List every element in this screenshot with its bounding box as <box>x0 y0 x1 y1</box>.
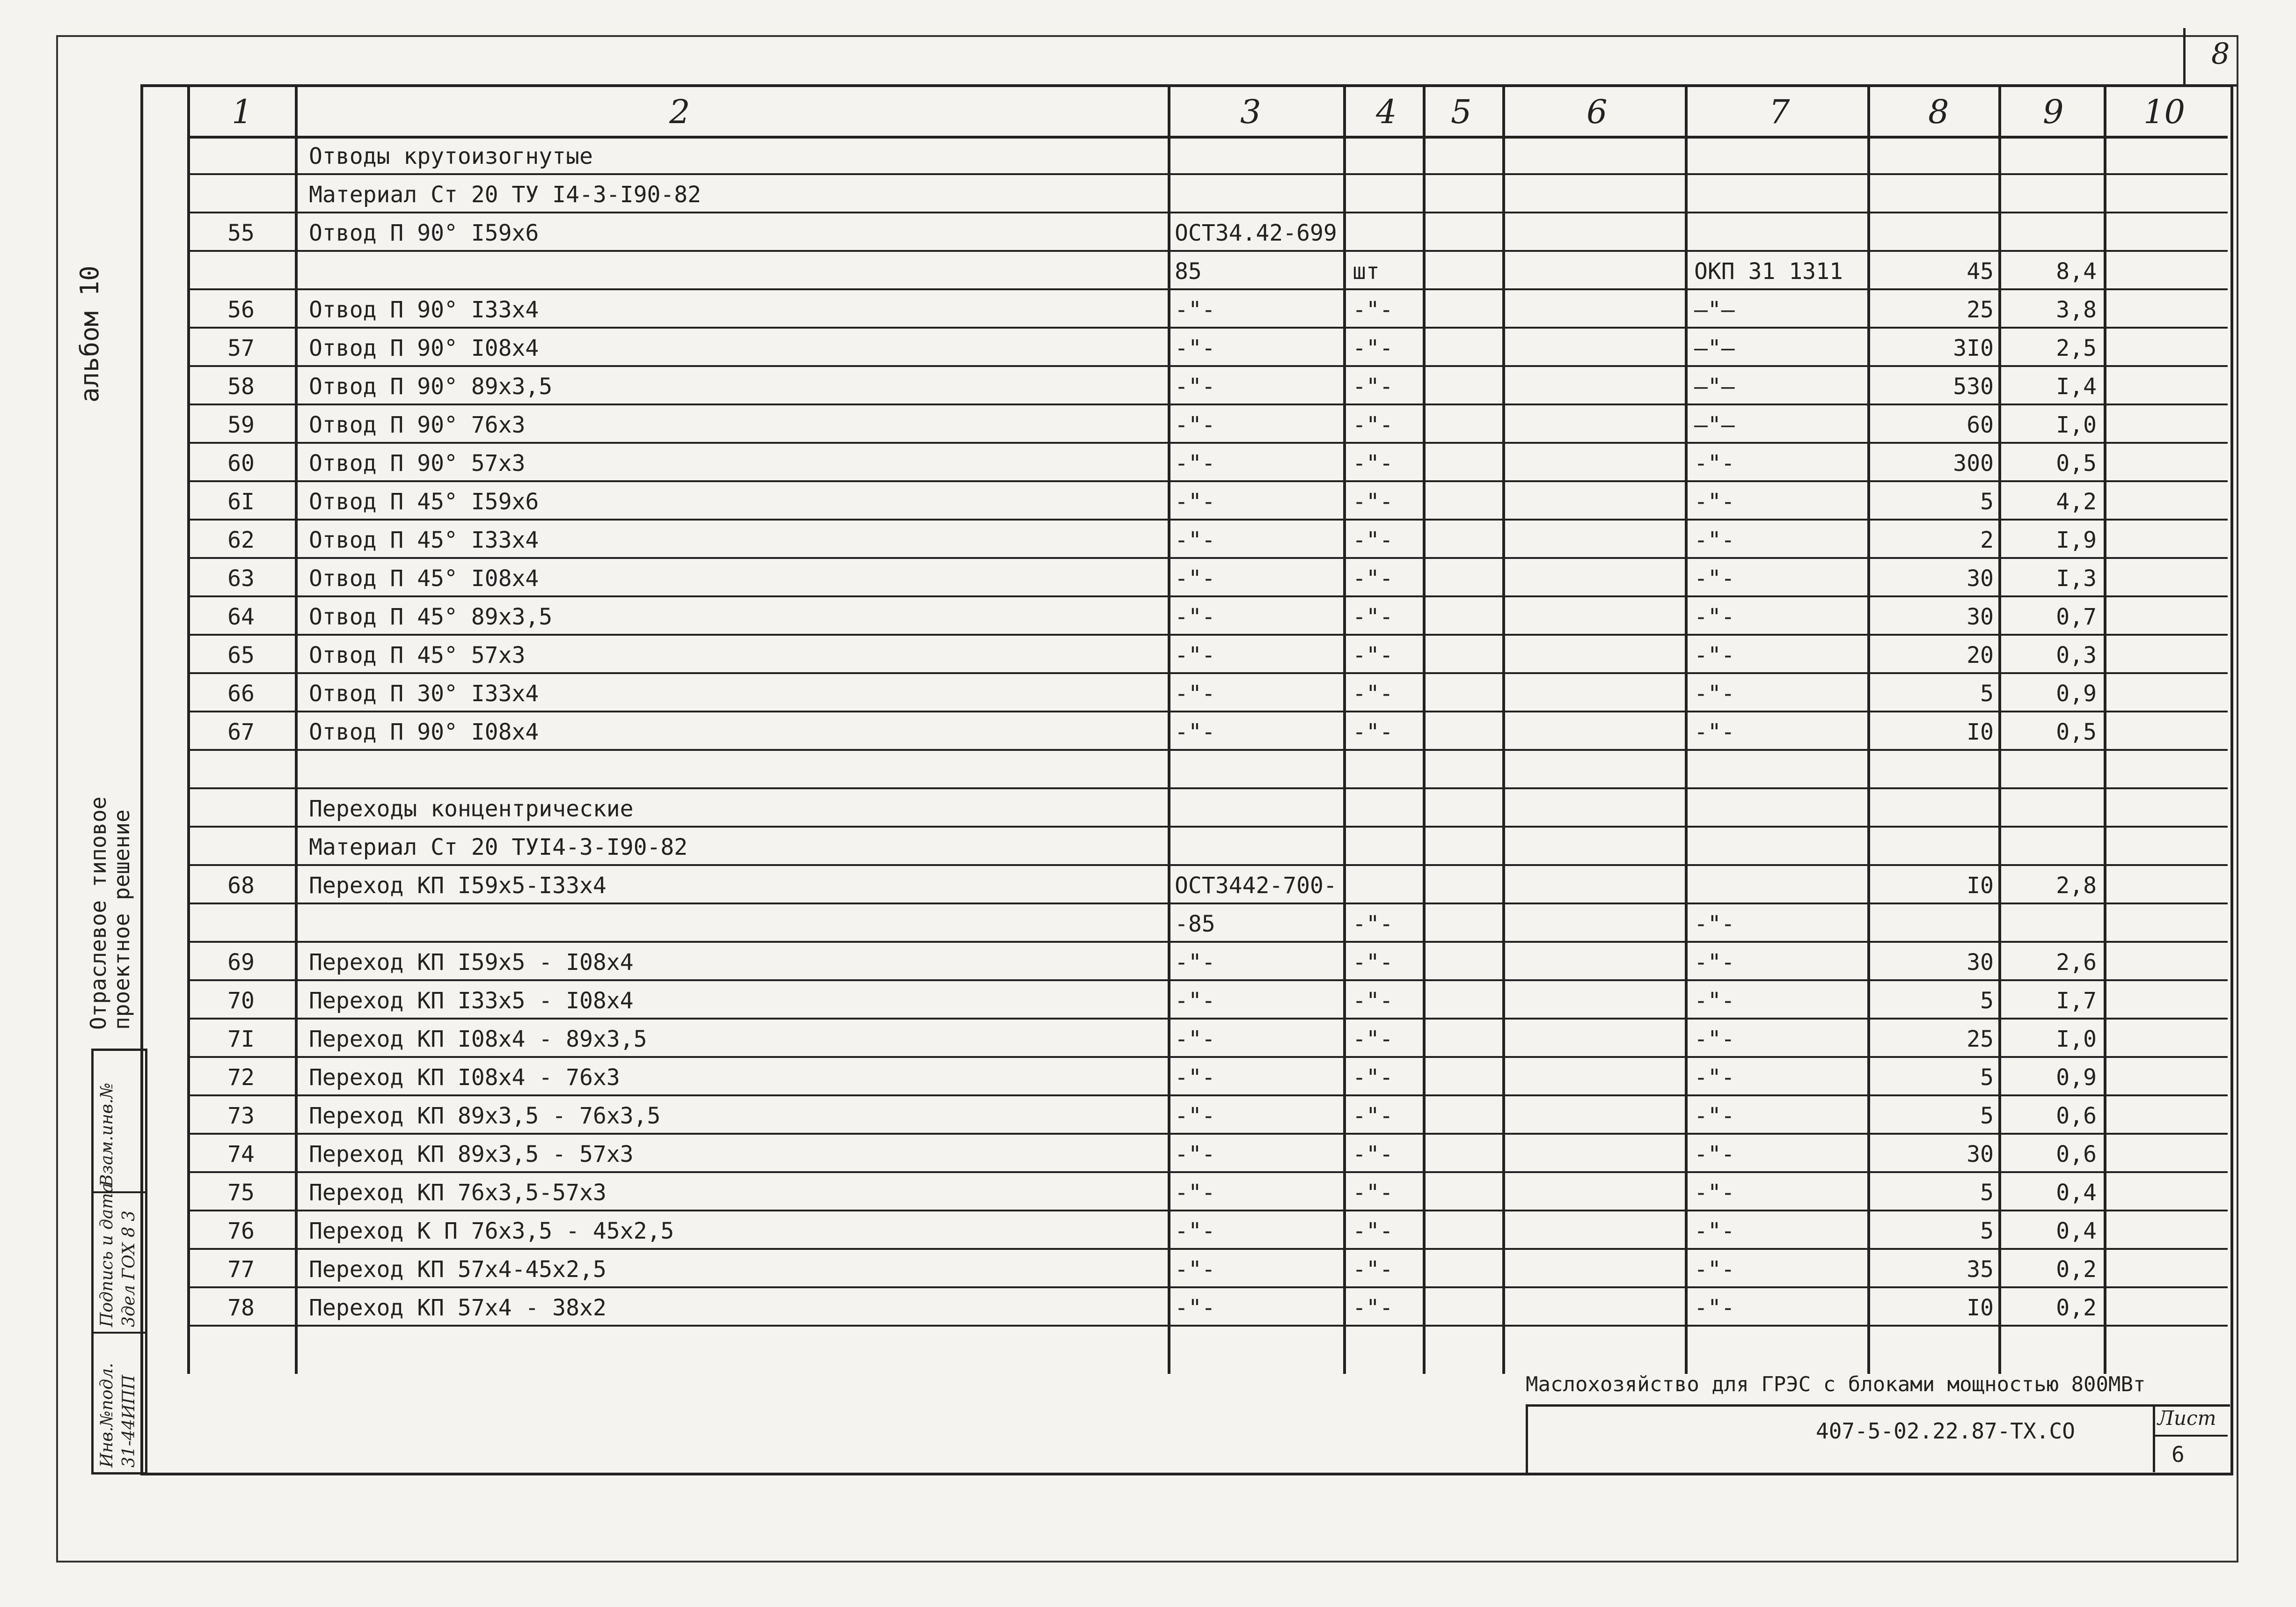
cell-c10: 2,8 <box>2056 873 2097 899</box>
project-title-line-2: проектное решение <box>109 809 134 1030</box>
cell-c10: I,3 <box>2056 565 2097 592</box>
cell-c10: 0,6 <box>2056 1103 2097 1129</box>
col-line <box>1502 84 1505 1374</box>
col-line <box>2104 84 2106 1374</box>
cell-c3: -"- <box>1175 374 1215 400</box>
cell-c3: -"- <box>1175 988 1215 1014</box>
cell-num: 77 <box>227 1256 255 1283</box>
row-divider <box>187 365 2228 367</box>
cell-name: Материал Ст 20 ТУ I4-3-I90-82 <box>309 182 702 208</box>
cell-num: 65 <box>227 642 255 668</box>
cell-c9: 30 <box>1967 565 1994 592</box>
cell-c7: -"- <box>1694 1103 1735 1129</box>
cell-c3: -"- <box>1175 565 1215 592</box>
cell-c3: -"- <box>1175 681 1215 707</box>
footer-title: Маслохозяйство для ГРЭС с блоками мощностью 800МВт <box>1526 1372 2146 1396</box>
cell-name: Переход КП I33x5 - I08x4 <box>309 988 634 1014</box>
cell-num: 58 <box>227 374 255 400</box>
cell-c4: -"- <box>1353 1218 1393 1244</box>
cell-c4: -"- <box>1353 1103 1393 1129</box>
header-col-8: 8 <box>1928 93 1949 131</box>
cell-c7: -"- <box>1694 1026 1735 1052</box>
cell-name: Отводы крутоизогнутые <box>309 143 593 169</box>
cell-c4: -"- <box>1353 527 1393 553</box>
row-divider <box>187 826 2228 828</box>
cell-c4: -"- <box>1353 1180 1393 1206</box>
cell-name: Отвод П 45° I59x6 <box>309 489 539 515</box>
cell-c4: -"- <box>1353 374 1393 400</box>
cell-name: Материал Ст 20 ТУI4-3-I90-82 <box>309 834 688 860</box>
cell-num: 63 <box>227 565 255 592</box>
cell-c10: 0,9 <box>2056 681 2097 707</box>
row-divider <box>187 1133 2228 1135</box>
row-divider <box>187 903 2228 904</box>
cell-c3: -"- <box>1175 949 1215 976</box>
header-col-10: 10 <box>2143 93 2186 131</box>
cell-c3: -"- <box>1175 450 1215 477</box>
cell-c9: 25 <box>1967 297 1994 323</box>
cell-name: Отвод П 45° 89x3,5 <box>309 604 553 630</box>
row-divider <box>187 442 2228 444</box>
cell-c10: 3,8 <box>2056 297 2097 323</box>
cell-c9: 30 <box>1967 1141 1994 1167</box>
header-col-4: 4 <box>1376 93 1397 131</box>
cell-name: Отвод П 90° I33x4 <box>309 297 539 323</box>
cell-num: 72 <box>227 1064 255 1091</box>
row-divider <box>187 288 2228 290</box>
header-col-1: 1 <box>232 93 253 131</box>
cell-c7: -"- <box>1694 1218 1735 1244</box>
cell-name: Отвод П 45° 57x3 <box>309 642 526 668</box>
document-code: 407-5-02.22.87-ТХ.СО <box>1816 1418 2075 1444</box>
cell-c10: I,7 <box>2056 988 2097 1014</box>
header-row <box>187 84 2228 139</box>
cell-name: Переход КП I08x4 - 89x3,5 <box>309 1026 647 1052</box>
cell-name: Отвод П 90° I59x6 <box>309 220 539 246</box>
cell-c9: 5 <box>1980 489 1994 515</box>
cell-num: 66 <box>227 681 255 707</box>
cell-c10: 2,6 <box>2056 949 2097 976</box>
row-divider <box>187 941 2228 943</box>
row-divider <box>187 979 2228 981</box>
cell-c9: I0 <box>1967 719 1994 745</box>
row-divider <box>187 212 2228 213</box>
cell-c4: -"- <box>1353 335 1393 361</box>
sheet-number: 6 <box>2172 1442 2185 1467</box>
cell-c9: 5 <box>1980 681 1994 707</box>
cell-c7: -"- <box>1694 1295 1735 1321</box>
cell-num: 56 <box>227 297 255 323</box>
cell-c10: 0,4 <box>2056 1180 2097 1206</box>
cell-c10: 4,2 <box>2056 489 2097 515</box>
stamp-grid <box>91 1049 147 1475</box>
cell-c3: -"- <box>1175 719 1215 745</box>
cell-c10: 0,3 <box>2056 642 2097 668</box>
row-divider <box>187 327 2228 329</box>
cell-c7: -"- <box>1694 911 1735 937</box>
cell-c10: 0,5 <box>2056 719 2097 745</box>
cell-c7: —"— <box>1694 297 1735 323</box>
cell-c10: 8,4 <box>2056 258 2097 285</box>
cell-c3: -85 <box>1175 911 1215 937</box>
row-divider <box>187 519 2228 521</box>
stamp-divider <box>94 1332 145 1334</box>
cell-num: 62 <box>227 527 255 553</box>
cell-c3: -"- <box>1175 1103 1215 1129</box>
row-divider <box>187 250 2228 252</box>
cell-name: Переходы концентрические <box>309 796 634 822</box>
row-divider <box>187 749 2228 751</box>
album-label: альбом 10 <box>75 265 104 403</box>
row-divider <box>187 173 2228 175</box>
cell-c7: —"— <box>1694 374 1735 400</box>
cell-c10: I,0 <box>2056 1026 2097 1052</box>
cell-name: Отвод П 90° 76x3 <box>309 412 526 438</box>
cell-c3: -"- <box>1175 1180 1215 1206</box>
cell-c9: 5 <box>1980 988 1994 1014</box>
cell-name: Отвод П 30° I33x4 <box>309 681 539 707</box>
cell-c7: -"- <box>1694 1141 1735 1167</box>
cell-num: 67 <box>227 719 255 745</box>
cell-c3: -"- <box>1175 489 1215 515</box>
cell-c10: 0,5 <box>2056 450 2097 477</box>
cell-num: 68 <box>227 873 255 899</box>
cell-c9: 30 <box>1967 949 1994 976</box>
row-divider <box>187 787 2228 789</box>
cell-c9: 300 <box>1953 450 1994 477</box>
row-divider <box>187 1210 2228 1211</box>
page-number: 8 <box>2211 37 2230 71</box>
col-line <box>1867 84 1870 1374</box>
col-line <box>1998 84 2001 1374</box>
cell-name: Переход КП I59x5-I33x4 <box>309 873 607 899</box>
sheet-box-divider <box>2153 1435 2228 1437</box>
row-divider <box>187 595 2228 597</box>
cell-c9: 3I0 <box>1953 335 1994 361</box>
cell-name: Переход КП I59x5 - I08x4 <box>309 949 634 976</box>
row-divider <box>187 404 2228 405</box>
project-title-line-1: Отраслевое типовое <box>86 796 111 1030</box>
cell-c7: —"— <box>1694 412 1735 438</box>
row-divider <box>187 1248 2228 1250</box>
cell-num: 73 <box>227 1103 255 1129</box>
cell-c4: -"- <box>1353 450 1393 477</box>
cell-name: Отвод П 90° 89x3,5 <box>309 374 553 400</box>
cell-c4: -"- <box>1353 412 1393 438</box>
header-col-3: 3 <box>1240 93 1261 131</box>
cell-c3: -"- <box>1175 1218 1215 1244</box>
cell-c3: -"- <box>1175 1026 1215 1052</box>
cell-c3: -"- <box>1175 297 1215 323</box>
cell-num: 60 <box>227 450 255 477</box>
cell-c7: -"- <box>1694 565 1735 592</box>
cell-num: 64 <box>227 604 255 630</box>
stamp-inv-value: 31-44ИПП <box>119 1375 139 1468</box>
cell-c9: 45 <box>1967 258 1994 285</box>
cell-c4: -"- <box>1353 1141 1393 1167</box>
cell-c9: 5 <box>1980 1064 1994 1091</box>
cell-c4: -"- <box>1353 489 1393 515</box>
cell-c9: 5 <box>1980 1103 1994 1129</box>
cell-c7: -"- <box>1694 1256 1735 1283</box>
header-col-9: 9 <box>2043 93 2064 131</box>
row-divider <box>187 1171 2228 1173</box>
sheet-label: Лист <box>2157 1407 2216 1430</box>
cell-c4: -"- <box>1353 1295 1393 1321</box>
cell-c7: -"- <box>1694 527 1735 553</box>
cell-name: Отвод П 45° I08x4 <box>309 565 539 592</box>
cell-c4: шт <box>1353 258 1380 285</box>
row-divider <box>187 1056 2228 1058</box>
cell-c7: -"- <box>1694 450 1735 477</box>
stamp-inv-label: Инв.№подл. <box>97 1363 117 1468</box>
cell-c9: 5 <box>1980 1218 1994 1244</box>
cell-c10: 2,5 <box>2056 335 2097 361</box>
cell-c9: 60 <box>1967 412 1994 438</box>
cell-c7: -"- <box>1694 681 1735 707</box>
row-divider <box>187 1286 2228 1288</box>
cell-c7: -"- <box>1694 1064 1735 1091</box>
row-divider <box>187 480 2228 482</box>
cell-c3: -"- <box>1175 1064 1215 1091</box>
cell-c4: -"- <box>1353 949 1393 976</box>
cell-c4: -"- <box>1353 604 1393 630</box>
cell-c7: -"- <box>1694 949 1735 976</box>
cell-c4: -"- <box>1353 1256 1393 1283</box>
project-title <box>87 749 133 1030</box>
cell-c3: -"- <box>1175 527 1215 553</box>
cell-c3: ОСТ3442-700- <box>1175 873 1337 899</box>
cell-c10: 0,2 <box>2056 1256 2097 1283</box>
cell-num: 69 <box>227 949 255 976</box>
cell-c4: -"- <box>1353 1064 1393 1091</box>
cell-num: 75 <box>227 1180 255 1206</box>
cell-name: Переход КП 57x4-45x2,5 <box>309 1256 607 1283</box>
cell-c3: -"- <box>1175 642 1215 668</box>
row-divider <box>187 1094 2228 1096</box>
header-col-7: 7 <box>1769 93 1790 131</box>
stamp-sign-label: Подпись и дата <box>97 1183 117 1327</box>
cell-name: Переход КП I08x4 - 76x3 <box>309 1064 620 1091</box>
cell-c9: 2 <box>1980 527 1994 553</box>
stamp-replace-label: Взам.инв.№ <box>97 1082 117 1187</box>
cell-c10: 0,9 <box>2056 1064 2097 1091</box>
cell-c9: 30 <box>1967 604 1994 630</box>
row-divider <box>187 1325 2228 1327</box>
col-line <box>1343 84 1346 1374</box>
cell-c3: -"- <box>1175 1256 1215 1283</box>
row-divider <box>187 1018 2228 1020</box>
cell-c10: 0,6 <box>2056 1141 2097 1167</box>
cell-num: 74 <box>227 1141 255 1167</box>
cell-c10: 0,7 <box>2056 604 2097 630</box>
cell-name: Переход КП 89x3,5 - 76x3,5 <box>309 1103 661 1129</box>
cell-name: Отвод П 45° I33x4 <box>309 527 539 553</box>
cell-name: Отвод П 90° I08x4 <box>309 719 539 745</box>
cell-c3: ОСТ34.42-699 <box>1175 220 1337 246</box>
cell-c9: 5 <box>1980 1180 1994 1206</box>
cell-c3: -"- <box>1175 1141 1215 1167</box>
cell-c10: 0,4 <box>2056 1218 2097 1244</box>
cell-c4: -"- <box>1353 642 1393 668</box>
cell-c10: I,0 <box>2056 412 2097 438</box>
cell-num: 70 <box>227 988 255 1014</box>
cell-c7: -"- <box>1694 604 1735 630</box>
cell-num: 55 <box>227 220 255 246</box>
cell-c10: I,9 <box>2056 527 2097 553</box>
col-line <box>1423 84 1426 1374</box>
cell-c9: 530 <box>1953 374 1994 400</box>
col-line <box>295 84 298 1374</box>
cell-c10: I,4 <box>2056 374 2097 400</box>
cell-c7: ОКП 31 1311 <box>1694 258 1843 285</box>
cell-c3: -"- <box>1175 1295 1215 1321</box>
cell-c3: -"- <box>1175 412 1215 438</box>
row-divider <box>187 672 2228 674</box>
cell-name: Отвод П 90° I08x4 <box>309 335 539 361</box>
cell-c7: -"- <box>1694 719 1735 745</box>
col-line <box>1685 84 1688 1374</box>
cell-c7: —"— <box>1694 335 1735 361</box>
cell-num: 76 <box>227 1218 255 1244</box>
cell-num: 7I <box>227 1026 255 1052</box>
header-col-5: 5 <box>1451 93 1472 131</box>
cell-c3: 85 <box>1175 258 1202 285</box>
stamp-sign-value: 3дел ГОХ 8 3 <box>119 1210 139 1327</box>
row-divider <box>187 864 2228 866</box>
cell-c9: 25 <box>1967 1026 1994 1052</box>
cell-c9: I0 <box>1967 873 1994 899</box>
cell-c7: -"- <box>1694 1180 1735 1206</box>
cell-name: Переход К П 76x3,5 - 45x2,5 <box>309 1218 674 1244</box>
header-col-6: 6 <box>1587 93 1608 131</box>
header-col-2: 2 <box>669 93 690 131</box>
cell-c4: -"- <box>1353 988 1393 1014</box>
cell-c4: -"- <box>1353 1026 1393 1052</box>
row-divider <box>187 557 2228 559</box>
cell-num: 78 <box>227 1295 255 1321</box>
cell-c7: -"- <box>1694 642 1735 668</box>
row-divider <box>187 634 2228 636</box>
cell-c3: -"- <box>1175 335 1215 361</box>
cell-c4: -"- <box>1353 681 1393 707</box>
col-line <box>1168 84 1170 1374</box>
cell-c4: -"- <box>1353 297 1393 323</box>
cell-c10: 0,2 <box>2056 1295 2097 1321</box>
cell-name: Отвод П 90° 57x3 <box>309 450 526 477</box>
cell-c7: -"- <box>1694 988 1735 1014</box>
cell-name: Переход КП 76x3,5-57x3 <box>309 1180 607 1206</box>
cell-c9: I0 <box>1967 1295 1994 1321</box>
cell-c4: -"- <box>1353 911 1393 937</box>
cell-c9: 20 <box>1967 642 1994 668</box>
cell-c7: -"- <box>1694 489 1735 515</box>
cell-c4: -"- <box>1353 719 1393 745</box>
cell-num: 59 <box>227 412 255 438</box>
cell-name: Переход КП 89x3,5 - 57x3 <box>309 1141 634 1167</box>
cell-c4: -"- <box>1353 565 1393 592</box>
cell-name: Переход КП 57x4 - 38x2 <box>309 1295 607 1321</box>
cell-c3: -"- <box>1175 604 1215 630</box>
cell-num: 6I <box>227 489 255 515</box>
row-divider <box>187 711 2228 712</box>
cell-c9: 35 <box>1967 1256 1994 1283</box>
cell-num: 57 <box>227 335 255 361</box>
